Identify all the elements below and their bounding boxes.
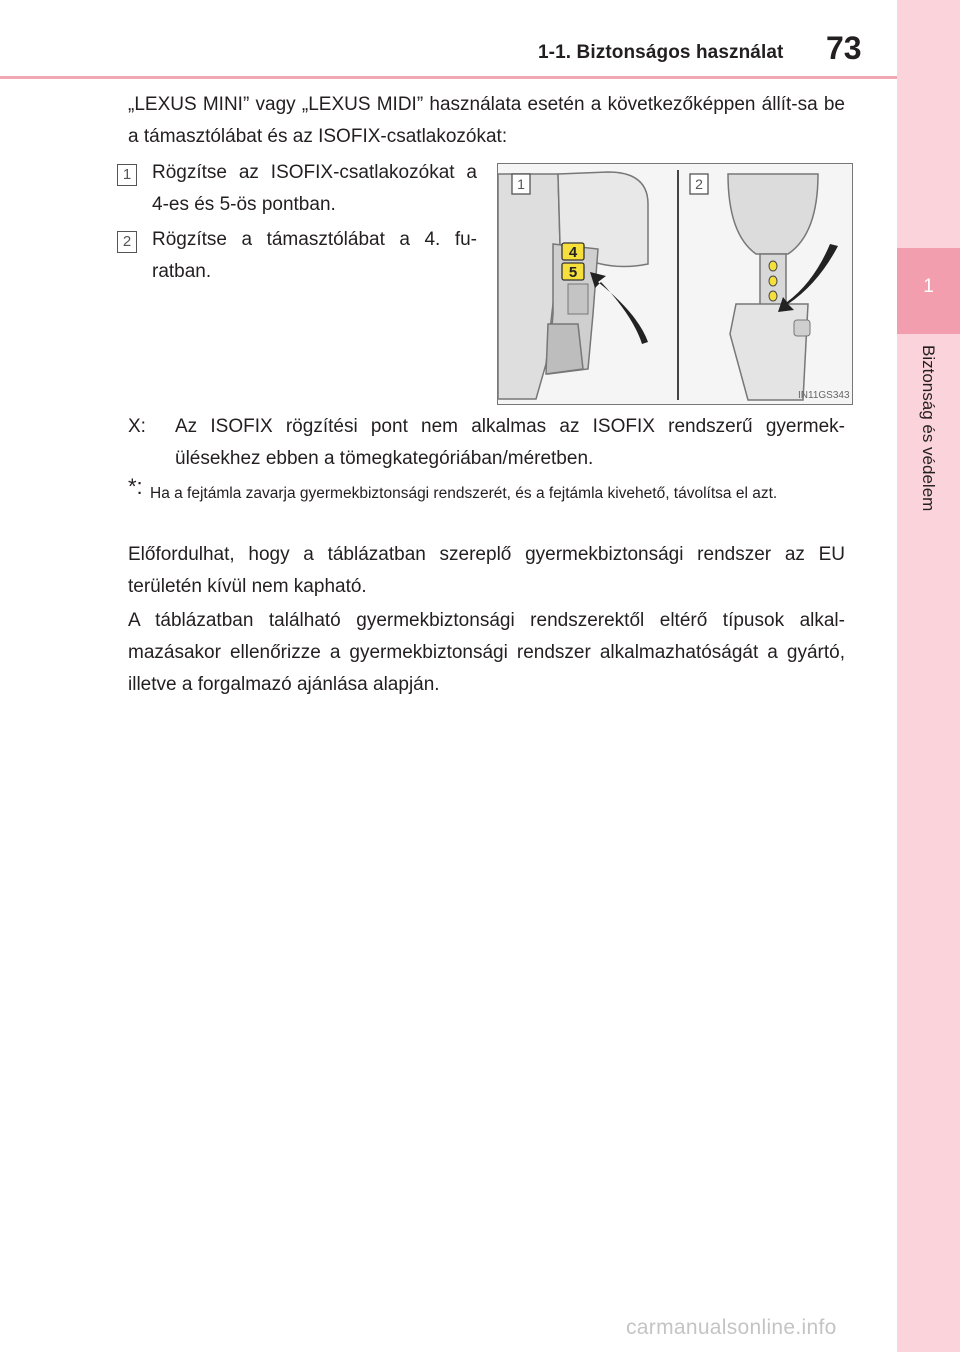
footnote-mark: *:: [128, 474, 143, 499]
step-2-text: Rögzítse a támasztólábat a 4. fu-ratban.: [152, 229, 477, 282]
footnote-text: Ha a fejtámla zavarja gyermekbiztonsági rendszerét, és a fejtámla kivehető, távolítsa el azt.: [150, 485, 778, 502]
chapter-tab: [897, 248, 960, 334]
compatibility-paragraph: A táblázatban található gyermekbiztonsági rendszerektől eltérő típusok alkal-mazásakor ellenőrizze a gyermekbiztonsági rendszer alkalmazhatóságát a gyártó, illetve a forgalmazó ajánlása alapján.: [128, 610, 845, 695]
chapter-number: 1: [923, 276, 934, 297]
step-1-marker: 1: [117, 164, 137, 186]
availability-paragraph: Előfordulhat, hogy a táblázatban szereplő gyermekbiztonsági rendszer az EU területén kívül nem kapható.: [128, 544, 845, 597]
step-2-marker: 2: [117, 231, 137, 253]
figure-code: IN11GS343: [798, 390, 850, 401]
intro-paragraph: „LEXUS MINI” vagy „LEXUS MIDI” használata esetén a következőképpen állít-sa be a támasztólábat és az ISOFIX-csatlakozókat:: [128, 94, 845, 147]
isofix-illustration-drawing: [498, 164, 853, 405]
step-1-text: Rögzítse az ISOFIX-csatlakozókat a 4-es és 5-ös pontban.: [152, 162, 477, 215]
chapter-sidebar: [897, 0, 960, 1352]
connector-label-4: 4: [568, 244, 578, 261]
figure-marker-1: 1: [517, 176, 525, 192]
figure-marker-2: 2: [695, 176, 703, 192]
section-title: 1-1. Biztonságos használat: [538, 42, 784, 63]
watermark: carmanualsonline.info: [626, 1316, 837, 1339]
connector-arrow: [590, 272, 648, 344]
page-number: 73: [826, 30, 862, 66]
chapter-title: Biztonság és védelem: [919, 345, 938, 512]
isofix-illustration: [497, 163, 853, 405]
note-x-label: X:: [128, 416, 146, 437]
header-rule: [0, 76, 897, 79]
connector-label-5: 5: [568, 264, 578, 281]
note-x-text: Az ISOFIX rögzítési pont nem alkalmas az ISOFIX rendszerű gyermek-ülésekhez ebben a tömegkategóriában/méretben.: [175, 416, 845, 469]
